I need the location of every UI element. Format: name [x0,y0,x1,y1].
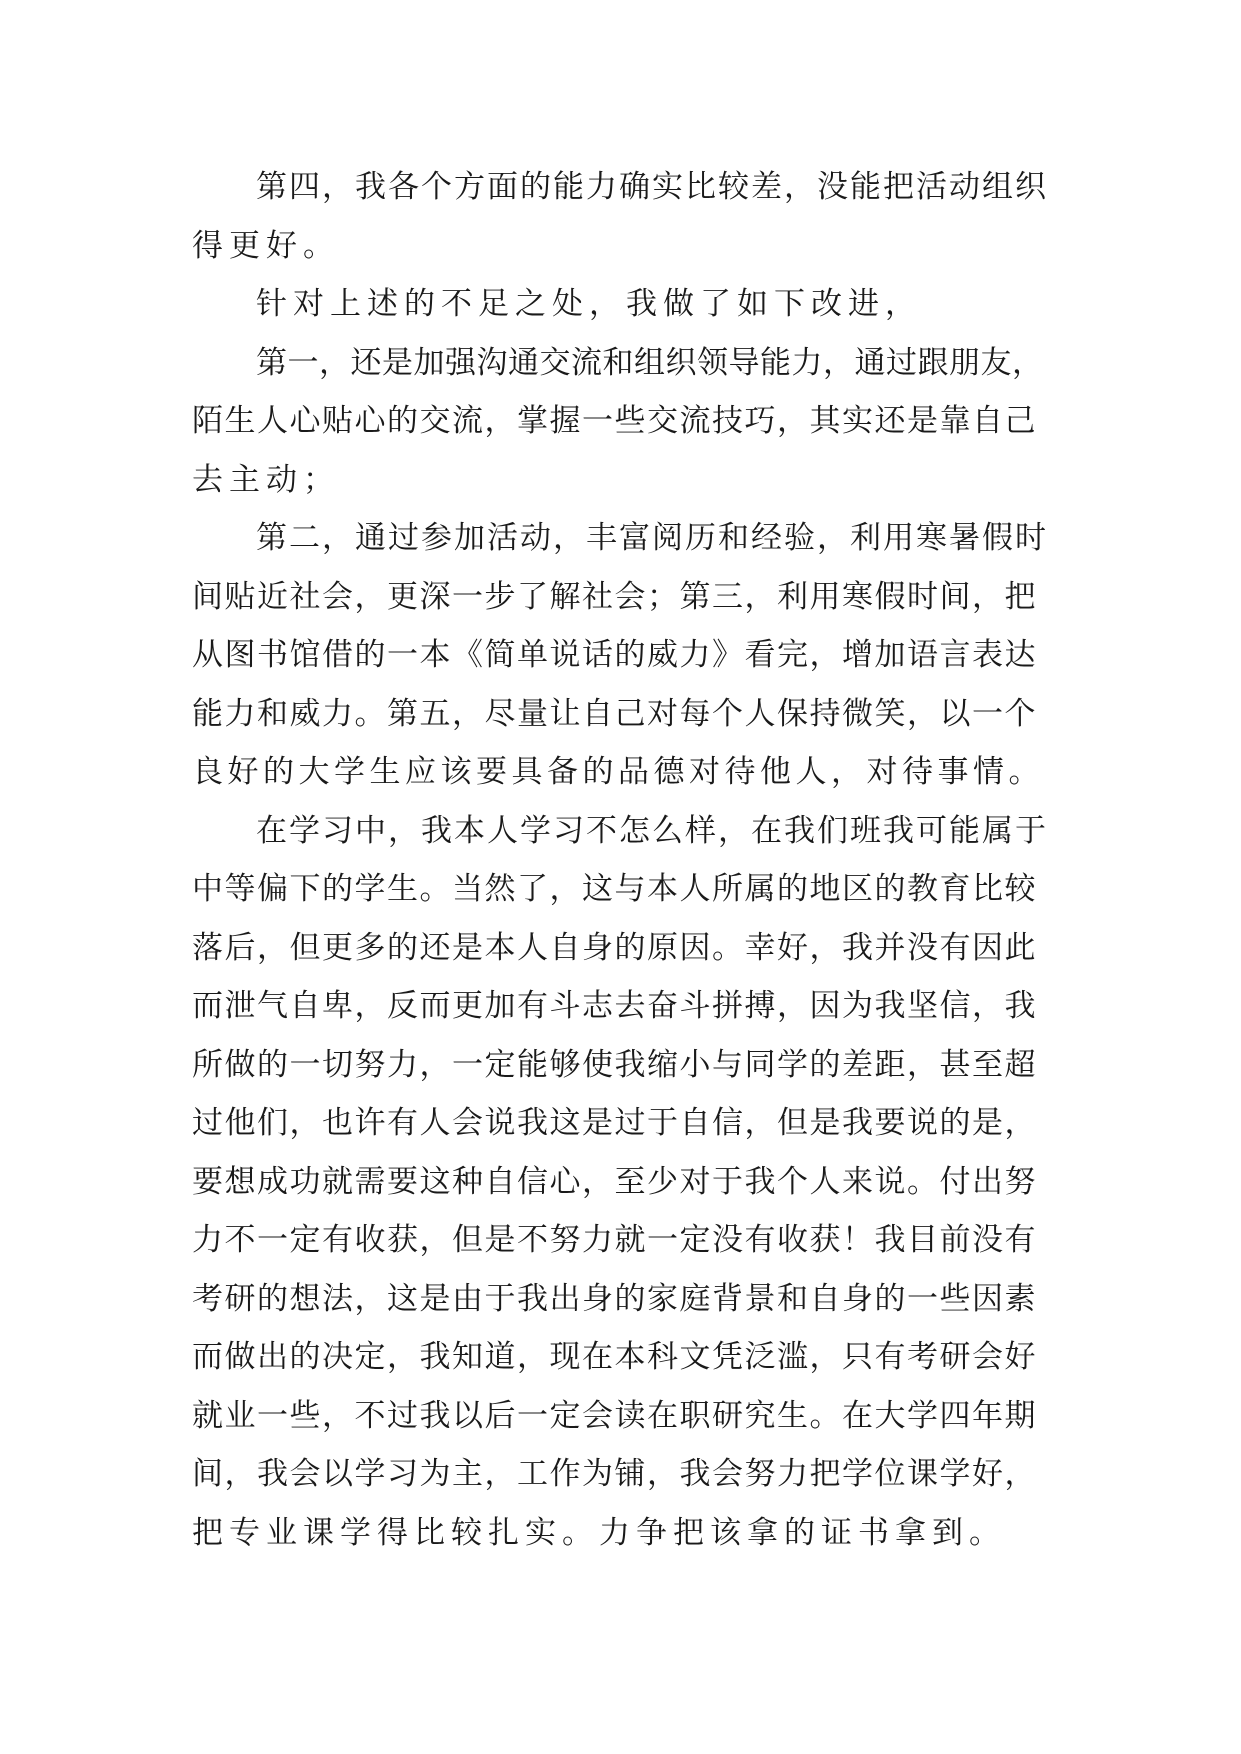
text-line: 所做的一切努力，一定能够使我缩小与同学的差距，甚至超 [192,1046,1037,1083]
text-line: 得更好。 [192,227,340,264]
text-line: 而做出的决定，我知道，现在本科文凭泛滥，只有考研会好 [192,1339,1037,1375]
text-line: 针对上述的不足之处，我做了如下改进， [256,286,922,322]
text-line: 过他们，也许有人会说我这是过于自信，但是我要说的是， [192,1105,1037,1141]
text-line: 间贴近社会，更深一步了解社会；第三，利用寒假时间，把 [192,578,1037,615]
text-line: 从图书馆借的一本《简单说话的威力》看完，增加语言表达 [192,637,1037,673]
text-line: 第一，还是加强沟通交流和组织领导能力，通过跟朋友， [256,344,1044,381]
text-line: 在学习中，我本人学习不怎么样，在我们班我可能属于 [256,812,1048,849]
text-line: 中等偏下的学生。当然了，这与本人所属的地区的教育比较 [192,871,1037,907]
text-line: 就业一些，不过我以后一定会读在职研究生。在大学四年期 [192,1397,1037,1434]
text-line: 考研的想法，这是由于我出身的家庭背景和自身的一些因素 [192,1280,1037,1317]
text-line: 力不一定有收获，但是不努力就一定没有收获！我目前没有 [192,1222,1037,1258]
text-line: 间，我会以学习为主，工作为铺，我会努力把学位课学好， [192,1456,1037,1492]
text-line: 要想成功就需要这种自信心，至少对于我个人来说。付出努 [192,1163,1037,1200]
text-line: 第四，我各个方面的能力确实比较差，没能把活动组织 [256,169,1048,205]
text-line: 第二，通过参加活动，丰富阅历和经验，利用寒暑假时 [256,520,1048,556]
text-line: 能力和威力。第五，尽量让自己对每个人保持微笑，以一个 [192,695,1037,732]
text-line: 陌生人心贴心的交流，掌握一些交流技巧，其实还是靠自己 [192,403,1037,439]
text-line: 良好的大学生应该要具备的品德对待他人，对待事情。 [192,754,1044,790]
document-body [192,158,1048,1562]
text-line: 把专业课学得比较扎实。力争把该拿的证书拿到。 [192,1514,1006,1551]
text-line: 而泄气自卑，反而更加有斗志去奋斗拼搏，因为我坚信，我 [192,988,1037,1024]
text-line: 去主动； [192,461,340,498]
text-line: 落后，但更多的还是本人自身的原因。幸好，我并没有因此 [192,929,1037,966]
